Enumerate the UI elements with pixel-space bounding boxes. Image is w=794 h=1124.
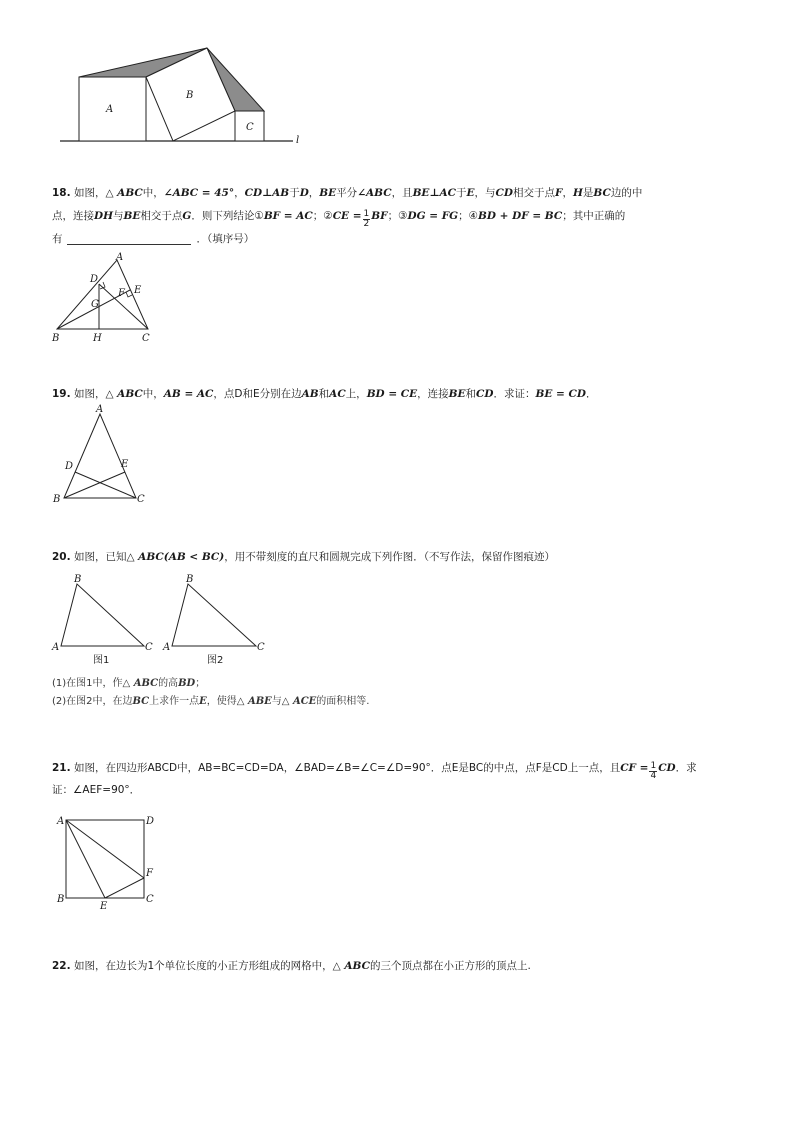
q18-text: 相交于点	[140, 210, 183, 222]
label-c: C	[246, 122, 254, 133]
q18-text: ；②	[312, 210, 333, 222]
frac-num: 1	[650, 761, 657, 771]
label-f: F	[118, 288, 125, 299]
q18-text: ；④	[458, 210, 479, 222]
answer-blank[interactable]	[67, 230, 191, 245]
math: E	[466, 187, 475, 199]
q18-text: ，	[234, 187, 245, 199]
label-b: B	[186, 90, 194, 101]
label-a: A	[163, 642, 171, 653]
q20-text: (1)在图1中，作	[52, 678, 123, 689]
q19-text: 和	[318, 388, 330, 400]
q18-text: ；其中正确的	[562, 210, 626, 222]
q18-text: ，	[308, 187, 320, 199]
q19-text: 如图，	[73, 388, 106, 400]
label-c: C	[137, 494, 145, 505]
math: F	[555, 187, 563, 199]
math: DH	[94, 210, 114, 222]
math: BE	[448, 388, 466, 400]
q18-text: ．则下列结论①	[191, 210, 264, 222]
label-f: F	[146, 868, 153, 879]
q18-text: 是	[582, 187, 594, 199]
label-c: C	[257, 642, 265, 653]
q20-text: 如图，已知	[73, 551, 127, 563]
q19-text: 中，	[142, 388, 164, 400]
math: D	[299, 187, 309, 199]
q20-text: ，使得	[206, 696, 237, 707]
q18-text: 有	[52, 233, 63, 245]
math: BD	[178, 678, 196, 689]
label-e: E	[134, 285, 142, 296]
q19-text: ．求证：	[493, 388, 536, 400]
q18-text: 相交于点	[513, 187, 556, 199]
math: BC	[132, 696, 150, 707]
q18-text: 于	[456, 187, 467, 199]
math: CD	[476, 388, 494, 400]
triangle-fig1	[61, 584, 144, 646]
label-e: E	[100, 901, 108, 910]
q21-text: 如图，在四边形ABCD中，AB=BC=CD=DA，∠BAD=∠B=∠C=∠D=90°．点E是BC的中点，点F是CD上一点，且	[73, 762, 621, 774]
math: BE⊥AC	[412, 187, 457, 199]
label-b: B	[52, 333, 60, 344]
math: BC	[593, 187, 611, 199]
q21-number: 21.	[52, 762, 71, 774]
q19-text: ，连接	[417, 388, 449, 400]
math: ∠ABC	[357, 187, 392, 199]
fig17-squares	[55, 40, 315, 150]
q18-line3	[52, 228, 254, 251]
q18-text: 于	[289, 187, 300, 199]
q20-text: 的高	[158, 678, 179, 689]
label-d: D	[146, 816, 155, 827]
math: △ ABC	[105, 187, 143, 199]
math: CF =	[620, 762, 649, 774]
label-b: B	[74, 574, 82, 585]
fig21-square	[52, 810, 162, 910]
frac-num: 1	[363, 209, 370, 219]
math: △ ABC	[332, 960, 370, 972]
q20-text: 与	[271, 696, 282, 707]
label-d: D	[65, 461, 74, 472]
q21-text: ．求	[675, 762, 697, 774]
q18-text: ，与	[474, 187, 496, 199]
label-b: B	[53, 494, 61, 505]
math: AC	[329, 388, 346, 400]
math: ∠ABC = 45°	[163, 187, 235, 199]
q21-text: 证：∠AEF=90°．	[52, 784, 141, 796]
math: BD + DF = BC	[478, 210, 563, 222]
math: BF	[371, 210, 388, 222]
label-b: B	[57, 894, 65, 905]
frac-den: 4	[650, 771, 657, 781]
math: E	[199, 696, 207, 707]
math: △ ABC(AB < BC)	[126, 551, 225, 563]
math: BE	[123, 210, 141, 222]
q18-text: 点，连接	[52, 210, 94, 222]
q19-text: ．	[585, 388, 597, 400]
label-c: C	[142, 333, 150, 344]
q19-text: 上，	[345, 388, 367, 400]
q18-text: ；③	[387, 210, 408, 222]
q18-text: 中，	[142, 187, 164, 199]
fraction-one-half	[363, 210, 371, 229]
label-h: H	[93, 333, 102, 344]
triangle-fig2	[172, 584, 256, 646]
math: △ ABE	[236, 696, 272, 707]
label-c: C	[145, 642, 153, 653]
label-b: B	[186, 574, 194, 585]
q22-text: 如图，在边长为1个单位长度的小正方形组成的网格中，	[73, 960, 333, 972]
caption-fig2: 图2	[207, 655, 224, 666]
math: BE = CD	[535, 388, 586, 400]
math: BE	[319, 187, 337, 199]
math: DG = FG	[407, 210, 459, 222]
label-g: G	[91, 299, 99, 310]
q20-text: ，用不带刻度的直尺和圆规完成下列作图．（不写作法，保留作图痕迹）	[224, 551, 555, 563]
q18-text: ．（填序号）	[196, 233, 255, 245]
math: BF = AC	[263, 210, 313, 222]
q19-number: 19.	[52, 388, 71, 400]
math: BD = CE	[366, 388, 418, 400]
math: G	[182, 210, 192, 222]
math: AB = AC	[163, 388, 214, 400]
frac-den: 2	[363, 219, 370, 229]
q20-text: (2)在图2中，在边	[52, 696, 133, 707]
math: △ ABC	[105, 388, 143, 400]
q20-part2	[52, 693, 369, 711]
label-c: C	[146, 894, 154, 905]
label-a: A	[52, 642, 60, 653]
fraction-one-quarter	[649, 762, 657, 781]
q19-text: ，点D和E分别在边	[213, 388, 302, 400]
q22-number: 22.	[52, 960, 71, 972]
q18-line2	[52, 205, 625, 229]
caption-fig1: 图1	[93, 655, 110, 666]
q21-line2	[52, 779, 140, 802]
label-a: A	[116, 252, 124, 263]
q20-line	[52, 546, 555, 569]
math: △ ACE	[281, 696, 317, 707]
label-d: D	[90, 274, 99, 285]
math: △ ABC	[122, 678, 159, 689]
math: CD	[658, 762, 676, 774]
label-a: A	[96, 404, 104, 415]
math: H	[572, 187, 583, 199]
q18-text: ，且	[391, 187, 413, 199]
q19-text: 和	[465, 388, 477, 400]
q20-number: 20.	[52, 551, 71, 563]
q18-line1	[52, 182, 642, 205]
q18-text: ，	[562, 187, 573, 199]
q18-text: 边的中	[610, 187, 643, 199]
q18-text: 平分	[336, 187, 358, 199]
math: CD	[495, 187, 514, 199]
label-e: E	[121, 459, 129, 470]
math: CD⊥AB	[244, 187, 290, 199]
fig20-triangles	[50, 568, 280, 668]
q18-text: 与	[113, 210, 124, 222]
math: CE =	[332, 210, 362, 222]
q18-number: 18.	[52, 187, 71, 199]
label-a: A	[106, 104, 114, 115]
q20-part1	[52, 675, 205, 693]
label-l: l	[296, 135, 300, 146]
math: AB	[301, 388, 319, 400]
q22-line	[52, 955, 531, 978]
label-a: A	[57, 816, 65, 827]
q20-text: 上求作一点	[149, 696, 200, 707]
q18-text: 如图，	[73, 187, 106, 199]
fig19-isosceles	[50, 402, 155, 507]
q22-text: 的三个顶点都在小正方形的顶点上.	[369, 960, 531, 972]
q20-text: ；	[195, 678, 206, 689]
q21-line1	[52, 757, 697, 781]
fig18-triangle	[48, 250, 163, 345]
q20-text: 的面积相等.	[316, 696, 370, 707]
